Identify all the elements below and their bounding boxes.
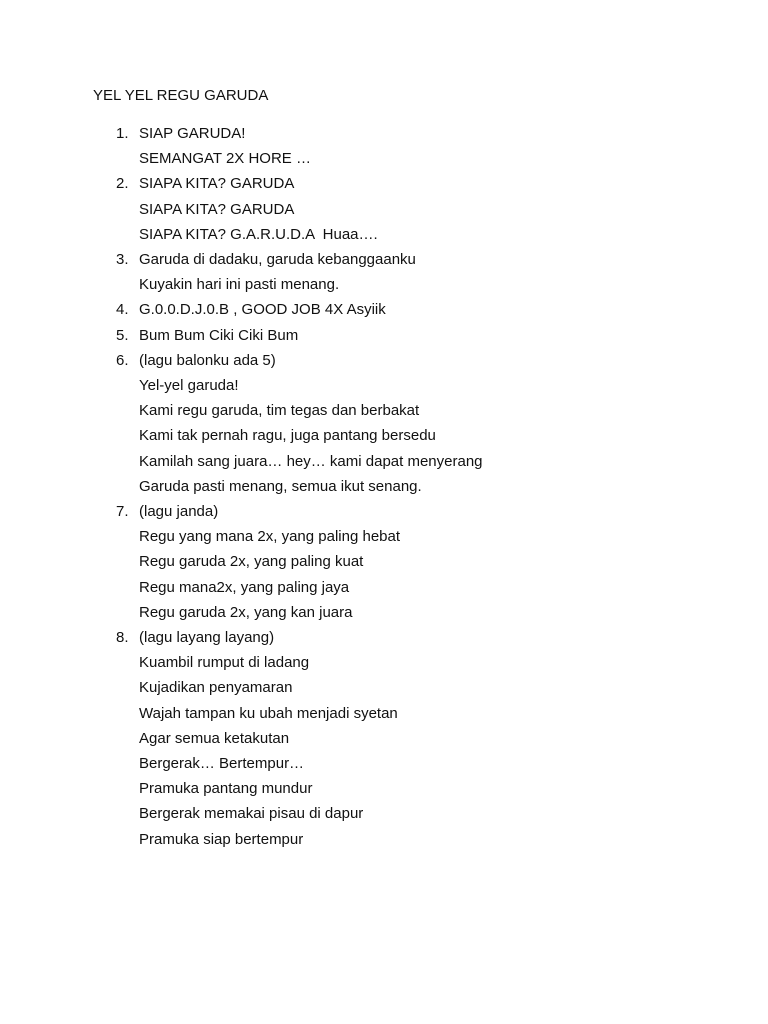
list-line: Kami regu garuda, tim tegas dan berbakat <box>139 402 420 420</box>
list-item <box>0 499 483 625</box>
list-line: Wajah tampan ku ubah menjadi syetan <box>139 704 398 722</box>
list-line: Kami tak pernah ragu, juga pantang bersedu <box>139 427 436 445</box>
list-number: 6. <box>116 351 129 369</box>
list-line: Bergerak memakai pisau di dapur <box>139 805 364 823</box>
list-number: 1. <box>116 125 129 142</box>
list-line: Bum Bum Ciki Ciki Bum <box>139 326 299 344</box>
list-line: Bergerak… Bertempur… <box>139 755 305 773</box>
list-item <box>0 625 483 852</box>
document-title: YEL YEL REGU GARUDA <box>93 87 269 104</box>
list-line: G.0.0.D.J.0.B , GOOD JOB 4X Asyiik <box>139 301 386 319</box>
list-line: Pramuka pantang mundur <box>139 780 313 798</box>
list-line: Yel-yel garuda! <box>139 377 239 395</box>
list-line: (lagu balonku ada 5) <box>139 351 276 369</box>
list-line: Kuyakin hari ini pasti menang. <box>139 276 340 294</box>
list-number: 3. <box>116 251 129 269</box>
list-line: Regu garuda 2x, yang paling kuat <box>139 553 364 571</box>
list-item <box>0 348 483 499</box>
list-line: Garuda pasti menang, semua ikut senang. <box>139 477 422 495</box>
list-line: SIAPA KITA? G.A.R.U.D.A Huaa…. <box>139 225 378 243</box>
list-line: SIAPA KITA? GARUDA <box>139 175 295 193</box>
list-item <box>0 121 483 171</box>
list-line: (lagu layang layang) <box>139 629 275 647</box>
list-line: Regu mana2x, yang paling jaya <box>139 578 350 596</box>
list-line: Kuambil rumput di ladang <box>139 654 310 672</box>
list-item <box>0 323 483 348</box>
list-number: 5. <box>116 326 129 344</box>
list-line: SIAP GARUDA! <box>139 125 246 142</box>
list-item <box>0 247 483 297</box>
list-line: SIAPA KITA? GARUDA <box>139 200 295 218</box>
list-number: 2. <box>116 175 129 193</box>
list-line: Agar semua ketakutan <box>139 729 290 747</box>
yel-list <box>0 121 483 852</box>
list-line: Regu yang mana 2x, yang paling hebat <box>139 528 401 546</box>
list-item <box>0 297 483 322</box>
list-line: SEMANGAT 2X HORE … <box>139 150 311 168</box>
list-line: Garuda di dadaku, garuda kebanggaanku <box>139 251 416 269</box>
list-line: (lagu janda) <box>139 503 219 521</box>
list-number: 4. <box>116 301 129 319</box>
list-line: Regu garuda 2x, yang kan juara <box>139 603 353 621</box>
list-item <box>0 171 483 247</box>
list-line: Pramuka siap bertempur <box>139 830 304 848</box>
list-line: Kujadikan penyamaran <box>139 679 293 697</box>
list-number: 7. <box>116 503 129 521</box>
list-number: 8. <box>116 629 129 647</box>
list-line: Kamilah sang juara… hey… kami dapat menyerang <box>139 452 483 470</box>
